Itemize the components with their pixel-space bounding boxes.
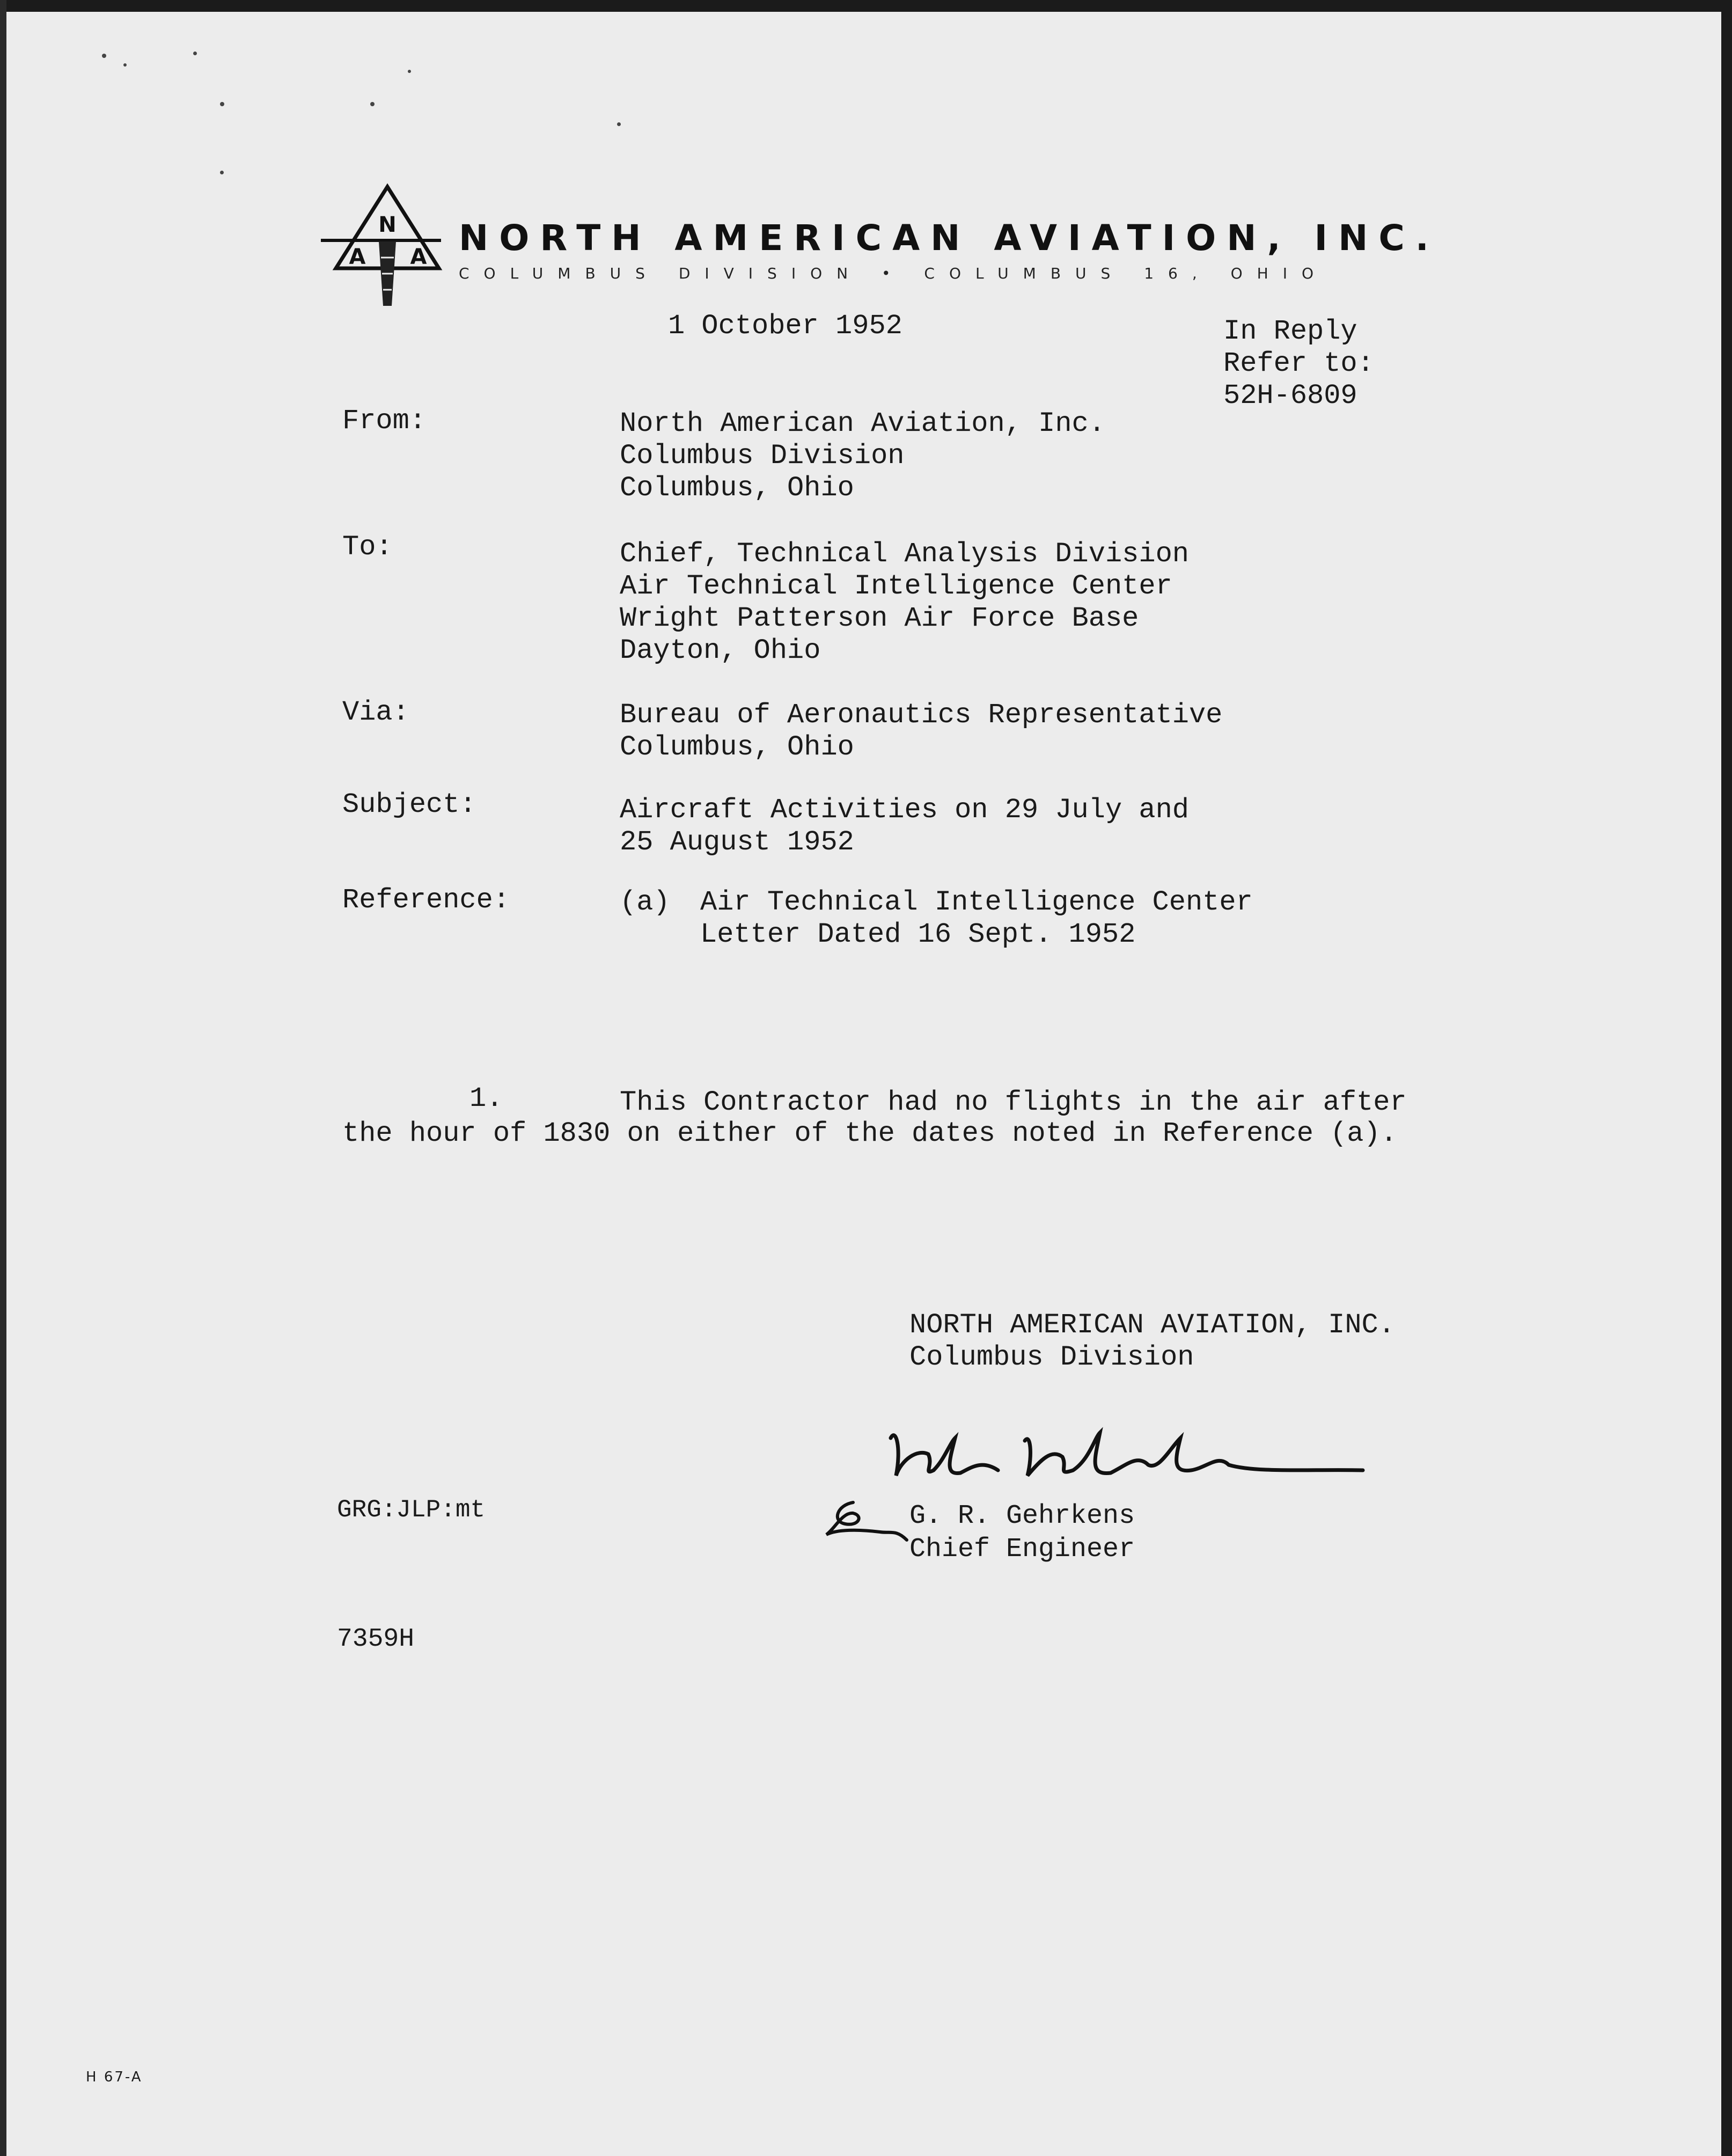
reference-line-2: Letter Dated 16 Sept. 1952: [700, 919, 1136, 950]
reference-label: Reference:: [342, 884, 510, 916]
from-block: [620, 408, 1105, 504]
signature-icon: [880, 1417, 1374, 1497]
paragraph-number: 1.: [469, 1083, 503, 1114]
division-line: COLUMBUS DIVISION • COLUMBUS 16, OHIO: [459, 265, 1329, 282]
via-block: [620, 699, 1222, 764]
speck: [123, 63, 127, 67]
subject-line-2: 25 August 1952: [620, 826, 854, 858]
speck: [408, 70, 411, 73]
logo-letter-n: N: [378, 212, 397, 237]
from-line-1: North American Aviation, Inc.: [620, 408, 1105, 439]
reply-line-1: In Reply: [1223, 316, 1357, 347]
paragraph-line-1: This Contractor had no flights in the air after: [620, 1087, 1407, 1118]
subject-label: Subject:: [342, 789, 476, 820]
to-line-3: Wright Patterson Air Force Base: [620, 603, 1139, 634]
via-line-1: Bureau of Aeronautics Representative: [620, 699, 1223, 731]
reply-line-2: Refer to:: [1223, 348, 1374, 379]
from-line-2: Columbus Division: [620, 440, 905, 472]
scan-edge-left: [0, 0, 6, 2156]
signatory-title: Chief Engineer: [909, 1534, 1135, 1565]
speck: [220, 171, 224, 174]
signatory-block: [909, 1500, 1135, 1566]
typist-initials: GRG:JLP:mt: [337, 1496, 486, 1524]
reference-marker: (a): [620, 886, 670, 918]
speck: [617, 122, 621, 126]
closing-line-1: NORTH AMERICAN AVIATION, INC.: [909, 1309, 1395, 1341]
reply-line-3: 52H-6809: [1223, 380, 1357, 412]
speck: [370, 102, 375, 106]
company-name: NORTH AMERICAN AVIATION, INC.: [459, 217, 1440, 259]
speck: [193, 52, 197, 55]
reference-block: [700, 886, 1253, 951]
logo-letter-a-left: A: [349, 245, 366, 269]
from-line-3: Columbus, Ohio: [620, 472, 854, 504]
paragraph-line-2: the hour of 1830 on either of the dates noted in Reference (a).: [342, 1118, 1397, 1149]
signatory-name: G. R. Gehrkens: [909, 1501, 1135, 1531]
to-line-4: Dayton, Ohio: [620, 635, 821, 666]
closing-block: [909, 1309, 1395, 1374]
scan-edge-top: [0, 0, 1732, 12]
to-label: To:: [342, 531, 393, 563]
via-line-2: Columbus, Ohio: [620, 731, 854, 763]
initials-mark-icon: [816, 1492, 918, 1556]
to-line-1: Chief, Technical Analysis Division: [620, 538, 1189, 570]
file-number: 7359H: [337, 1625, 415, 1654]
via-label: Via:: [342, 696, 409, 728]
from-label: From:: [342, 405, 427, 437]
company-logo: [317, 182, 445, 311]
reference-line-1: Air Technical Intelligence Center: [700, 886, 1253, 918]
subject-block: [620, 794, 1189, 859]
subject-line-1: Aircraft Activities on 29 July and: [620, 794, 1189, 826]
scan-edge-right: [1721, 0, 1732, 2156]
to-block: [620, 538, 1189, 667]
signed-for-initials: [816, 1492, 918, 1556]
reply-reference: [1223, 316, 1374, 412]
speck: [102, 54, 106, 58]
signature: [880, 1417, 1374, 1497]
naa-logo-icon: [317, 182, 445, 311]
speck: [220, 102, 224, 106]
form-number: H 67-A: [86, 2069, 143, 2085]
logo-letter-a-right: A: [410, 245, 427, 269]
letter-date: 1 October 1952: [668, 310, 902, 342]
closing-line-2: Columbus Division: [909, 1341, 1194, 1373]
to-line-2: Air Technical Intelligence Center: [620, 570, 1172, 602]
